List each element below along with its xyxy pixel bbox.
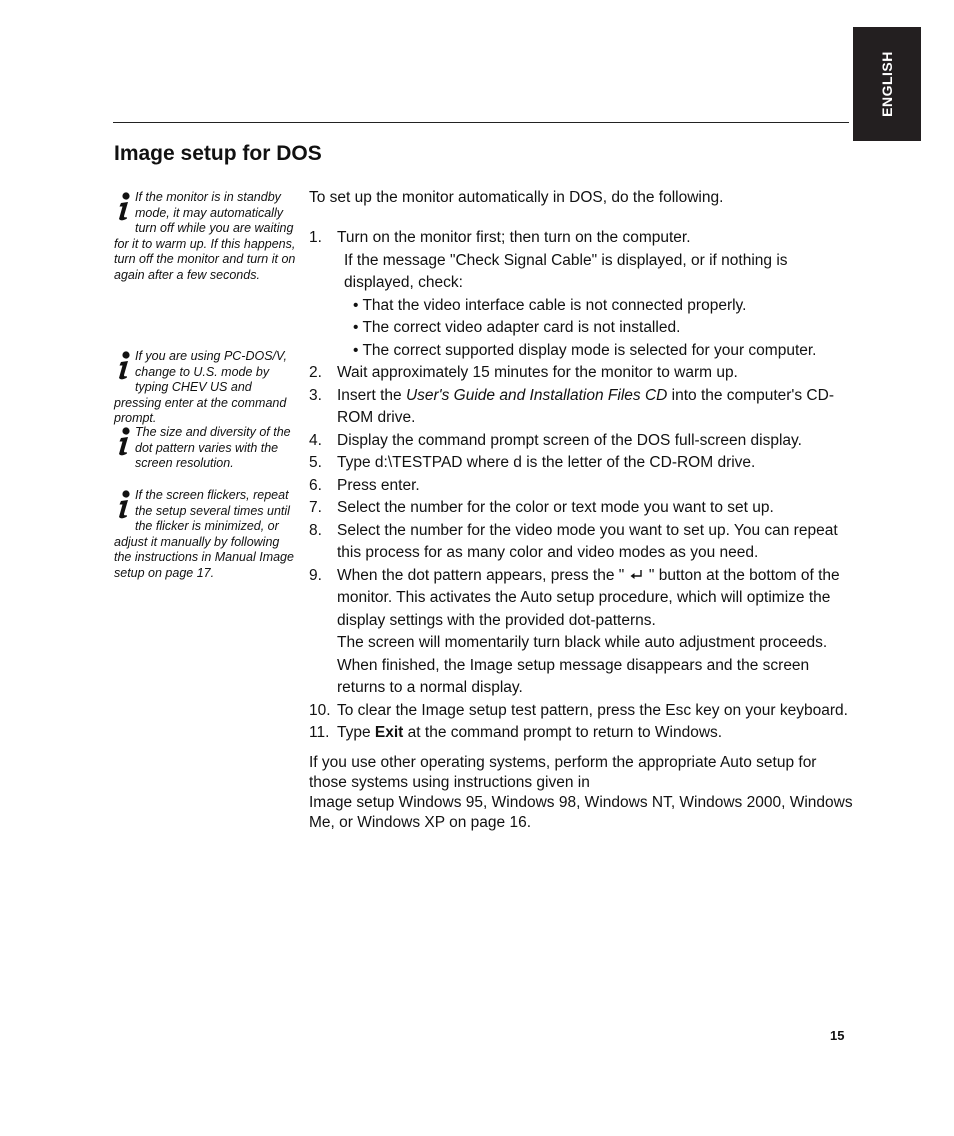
step-text-post: into the computer's CD-ROM drive.: [337, 386, 834, 426]
step-number: 10.: [309, 701, 331, 719]
step-number: 9.: [309, 566, 322, 584]
info-icon: [114, 426, 134, 457]
step-number: 1.: [309, 229, 322, 246]
note-text: If the screen flickers, repeat the setup several times until the flicker is minimized, or adjust it manually by following the instructions in Manual Image setup on page 17.: [114, 488, 294, 580]
closing-paragraph: If you use other operating systems, perform the appropriate Auto setup for those systems using instructions given in: [309, 753, 817, 791]
language-tab-label: ENGLISH: [879, 51, 895, 117]
step-number: 11.: [309, 724, 330, 741]
step-9-extra: The screen will momentarily turn black while auto adjustment proceeds. When finished, the Image setup message disappears and the screen returns to a normal display.: [337, 634, 828, 696]
check-item: • The correct video adapter card is not installed.: [353, 319, 681, 336]
check-item: • The correct supported display mode is selected for your computer.: [353, 341, 817, 359]
side-note-dot-pattern: [114, 425, 300, 472]
step-text: Wait approximately 15 minutes for the monitor to warm up.: [337, 364, 738, 381]
step-3: [309, 385, 854, 430]
step-text: Select the number for the color or text mode you want to set up.: [337, 499, 774, 516]
step-text: To clear the Image setup test pattern, press the Esc key on your keyboard.: [337, 701, 848, 719]
step-text-pre: Insert the: [337, 386, 406, 404]
step-text: Display the command prompt screen of the DOS full-screen display.: [337, 431, 802, 449]
step-7: [309, 497, 854, 520]
check-item: • That the video interface cable is not connected properly.: [353, 296, 747, 314]
note-text: If you are using PC-DOS/V, change to U.S. mode by typing CHEV US and pressing enter at the command prompt.: [114, 349, 287, 425]
page-number: 15: [830, 1028, 845, 1043]
step-text-pre: When the dot pattern appears, press the ": [337, 566, 629, 584]
step-text-pre: Type: [337, 724, 375, 741]
step-text: Type d:\TESTPAD where d is the letter of the CD-ROM drive.: [337, 454, 756, 471]
step-text-post: " button at the bottom of the monitor. This activates the Auto setup procedure, which will optimize the display settings with the provided dot-patterns.: [337, 566, 840, 629]
exit-command: Exit: [374, 724, 404, 741]
language-tab: [853, 27, 921, 141]
step-text: Turn on the monitor first; then turn on the computer.: [337, 229, 691, 246]
main-content: [309, 188, 854, 833]
header-rule: [113, 122, 849, 123]
enter-key-icon: [629, 566, 645, 578]
step-2: [309, 362, 854, 385]
info-icon: [114, 191, 134, 222]
step-9: [309, 565, 854, 700]
step-4: [309, 430, 854, 453]
step-5: [309, 452, 854, 475]
side-note-flicker: [114, 488, 300, 581]
step-number: 5.: [309, 454, 322, 471]
step-11: [309, 722, 854, 745]
steps-list: [309, 227, 854, 745]
step-text-post: at the command prompt to return to Windows.: [403, 724, 723, 741]
step-8: [309, 520, 854, 565]
step-6: [309, 475, 854, 498]
step-number: 8.: [309, 521, 322, 539]
step-number: 2.: [309, 364, 322, 381]
step-10: [309, 700, 854, 723]
side-note-pc-dos: [114, 349, 300, 427]
note-text: If the monitor is in standby mode, it may automatically turn off while you are waiting for it to warm up. If this happens, turn off the monitor and turn it on again after a few seconds.: [114, 190, 296, 282]
step-text: Select the number for the video mode you want to set up. You can repeat this process for as many color and video modes as you need.: [337, 521, 838, 561]
note-text: The size and diversity of the dot pattern varies with the screen resolution.: [135, 425, 291, 470]
step-number: 4.: [309, 431, 322, 449]
page-title: Image setup for DOS: [114, 142, 322, 165]
step-number: 3.: [309, 386, 322, 404]
step-1: [309, 227, 854, 362]
cd-title: User's Guide and Installation Files CD: [405, 386, 668, 404]
side-note-standby: [114, 190, 300, 283]
step-number: 6.: [309, 476, 322, 494]
info-icon: [114, 489, 134, 520]
step-text: Press enter.: [337, 476, 420, 494]
step-1-subtext: If the message "Check Signal Cable" is displayed, or if nothing is displayed, check:: [344, 251, 788, 291]
intro-paragraph: To set up the monitor automatically in DOS, do the following.: [309, 189, 724, 206]
closing-reference: Image setup Windows 95, Windows 98, Windows NT, Windows 2000, Windows Me, or Windows XP on page 16.: [309, 793, 853, 831]
info-icon: [114, 350, 134, 381]
step-number: 7.: [309, 499, 322, 516]
